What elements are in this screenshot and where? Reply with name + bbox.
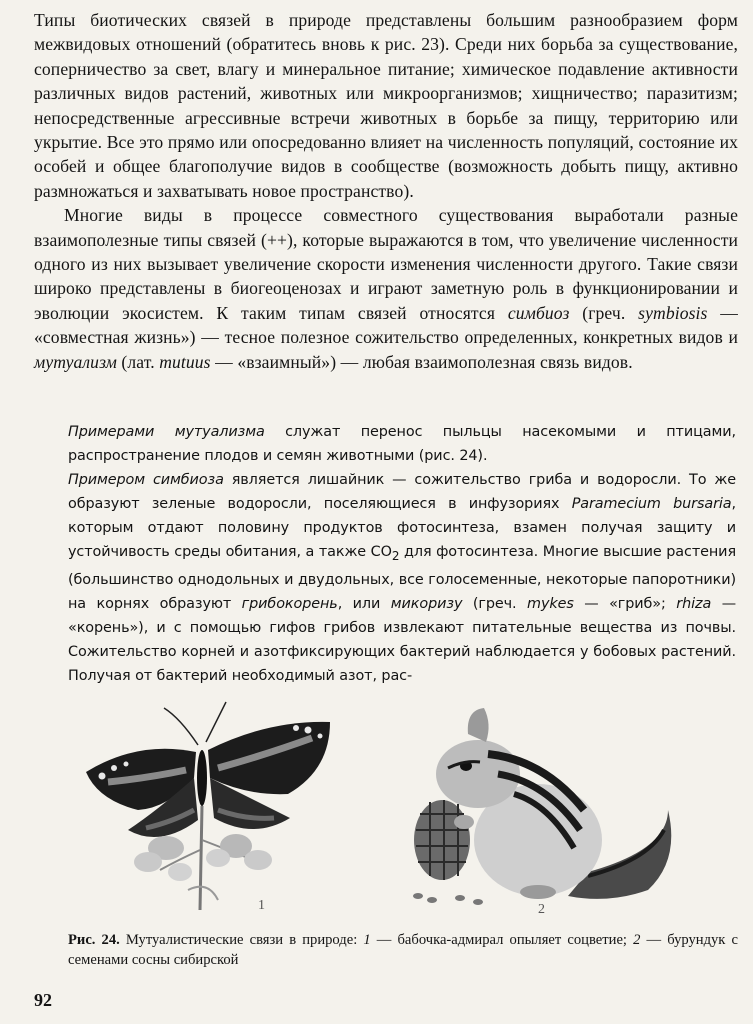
main-text [34,8,738,374]
figure-24 [68,690,738,925]
paragraph-mutualism-examples: Примерами мутуализма служат перенос пыльцы насекомыми и птицами, распространение плодов и семян животными (рис. 24). [68,424,736,464]
paragraph-symbiosis-examples: Примером симбиоза является лишайник — сожительство гриба и водоросли. То же образуют зеленые водоросли, поселяющиеся в инфузориях Paramecium bursaria, которым отдают половину продуктов фотосинтеза, взамен получая защиту и устойчивость среды обитания, а также $CO_2$ для фотосинтеза. Многие высшие растения (большинство однодольных и двудольных, все голосеменные, некоторые папоротники) на корнях образуют грибокорень, или микоризу (греч. mykes — «гриб»; rhiza — «корень»), и с помощью гифов грибов извлекают питательные вещества из почвы. Сожительство корней и азотфиксирующих бактерий наблюдается у бобовых растений. Получая от бактерий необходимый азот, рас- [68,472,737,684]
figure-label-1: 1 [258,898,265,913]
chipmunk-illustration [413,708,671,905]
page-number: 92 [34,990,52,1010]
paragraph-mutual-relations: Многие виды в процессе совместного существования выработали разные взаимополезные типы связей (++), которые выражаются в том, что увеличение численности одного из них вызывает увеличение скорости изменения численности другого. Такие связи широко представлены в биогеоценозах и играют заметную роль в функционировании и эволюции экосистем. К таким типам связей относятся симбиоз (греч. symbiosis — «совместная жизнь») — тесное полезное сожительство определенных, конкретных видов и мутуализм (лат. mutuus — «взаимный») — любая взаимополезная связь видов. [34,205,738,372]
term-symbiosis-greek: symbiosis [638,302,708,323]
butterfly-illustration [86,702,330,910]
term-symbiosis: симбиоз [507,302,570,323]
figure-24-illustration [68,690,738,925]
term-mutualism: мутуализм [34,351,117,372]
term-mutuus: mutuus [159,351,211,372]
paragraph-biotic-relations: Типы биотических связей в природе представлены большим разнообразием форм межвидовых отношений (обратитесь вновь к рис. 23). Среди них борьба за существование, соперничество за свет, влагу и минеральное питание; химическое подавление активности различных видов растений, животных или микроорганизмов; хищничество; паразитизм; непосредственные агрессивные встречи животных в борьбе за пищу, территорию или укрытие. Все это прямо или опосредованно влияет на численность популяций, состояние их особей и общее благополучие видов в сообществе (возможность добыть пищу, активно размножаться и захватывать новое пространство). [34,10,738,201]
examples-box [68,420,736,688]
figure-caption: Рис. 24. Мутуалистические связи в природе: 1 — бабочка-адмирал опыляет соцветие; 2 — бурундук с семенами сосны сибирской [68,932,738,968]
figure-label-2: 2 [538,902,545,917]
caption-label: Рис. 24. [68,932,120,948]
